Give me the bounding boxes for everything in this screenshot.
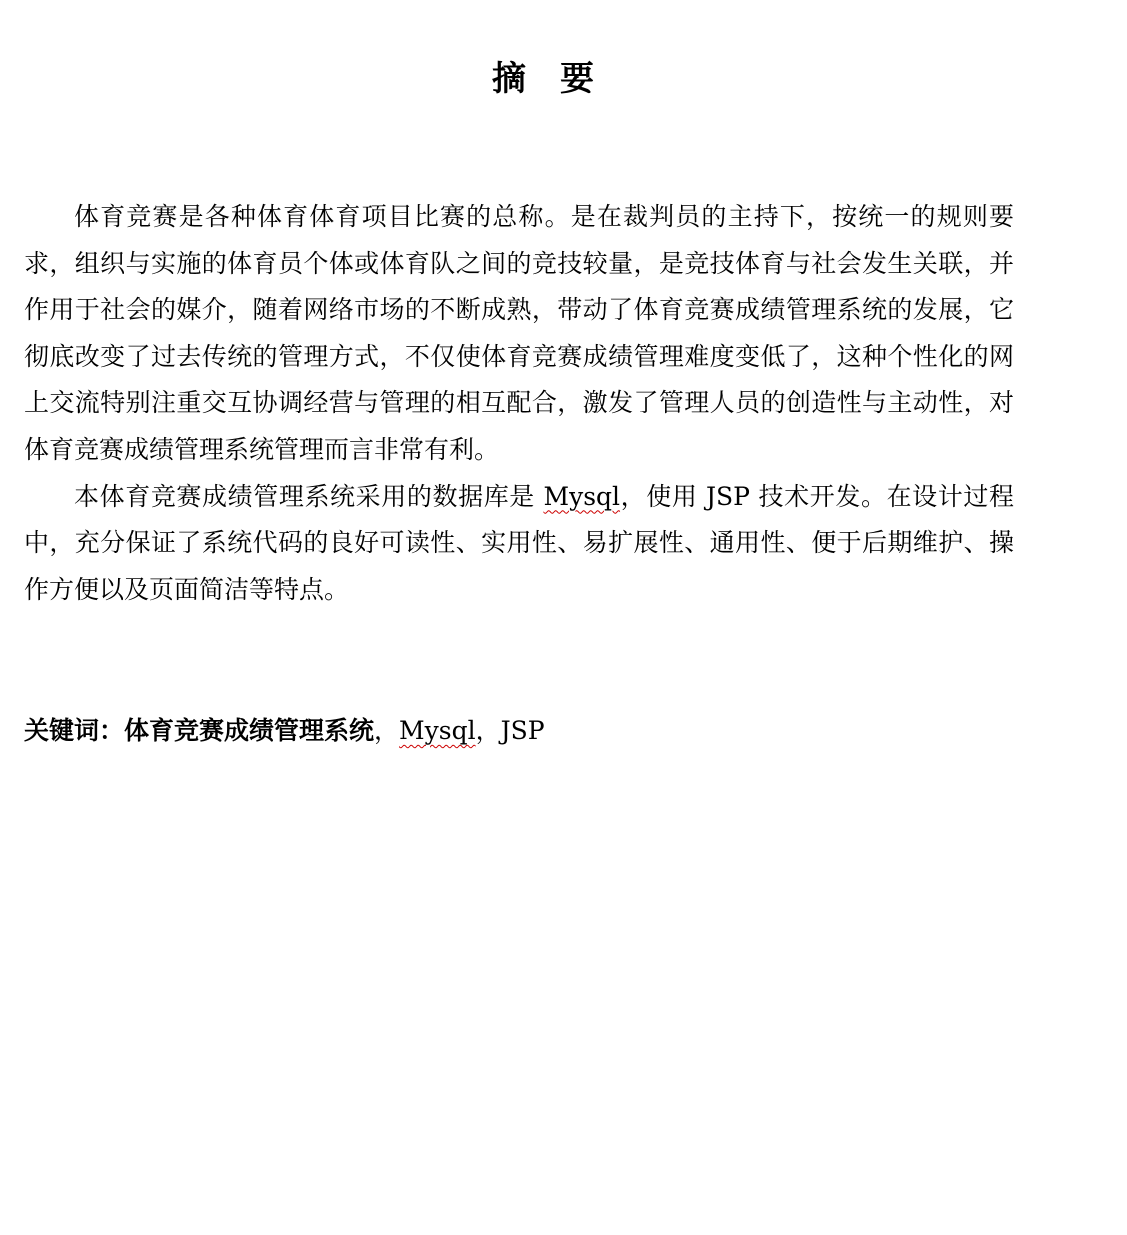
keywords-label: 关键词：: [24, 716, 125, 745]
abstract-title: [24, 56, 1062, 102]
keyword-separator: ，: [374, 716, 400, 745]
keyword-jsp: JSP: [500, 716, 545, 745]
keyword-system-name: 体育竞赛成绩管理系统: [124, 716, 375, 745]
keyword-separator: ，: [475, 716, 501, 745]
keyword-mysql: Mysql: [399, 716, 476, 745]
abstract-paragraph-1: 体育竞赛是各种体育体育项目比赛的总称。是在裁判员的主持下，按统一的规则要求，组织与实施的体育员个体或体育队之间的竞技较量，是竞技体育与社会发生关联，并作用于社会的媒介，随着网络市场的不断成熟，带动了体育竞赛成绩管理系统的发展，它彻底改变了过去传统的管理方式，不仅使体育竞赛成绩管理难度变低了，这种个性化的网上交流特别注重交互协调经营与管理的相互配合，激发了管理人员的创造性与主动性，对体育竞赛成绩管理系统管理而言非常有利。: [24, 202, 1014, 464]
paragraph-2-text-start: 本体育竞赛成绩管理系统采用的数据库是: [74, 481, 544, 511]
document-page: [24, 0, 1014, 1235]
abstract-title-char-1: 摘: [492, 59, 526, 99]
abstract-title-char-2: 要: [560, 59, 594, 99]
mysql-spellcheck-word: Mysql: [543, 481, 621, 511]
abstract-body: [24, 194, 1014, 613]
paragraph-2-text-end: ，使用 JSP 技术开发。在设计过程中，充分保证了系统代码的良好可读性、实用性、易扩展性、通用性、便于后期维护、操作方便以及页面简洁等特点。: [24, 481, 1014, 604]
keywords-line: [24, 708, 1014, 754]
abstract-paragraph-2: [24, 474, 1014, 614]
